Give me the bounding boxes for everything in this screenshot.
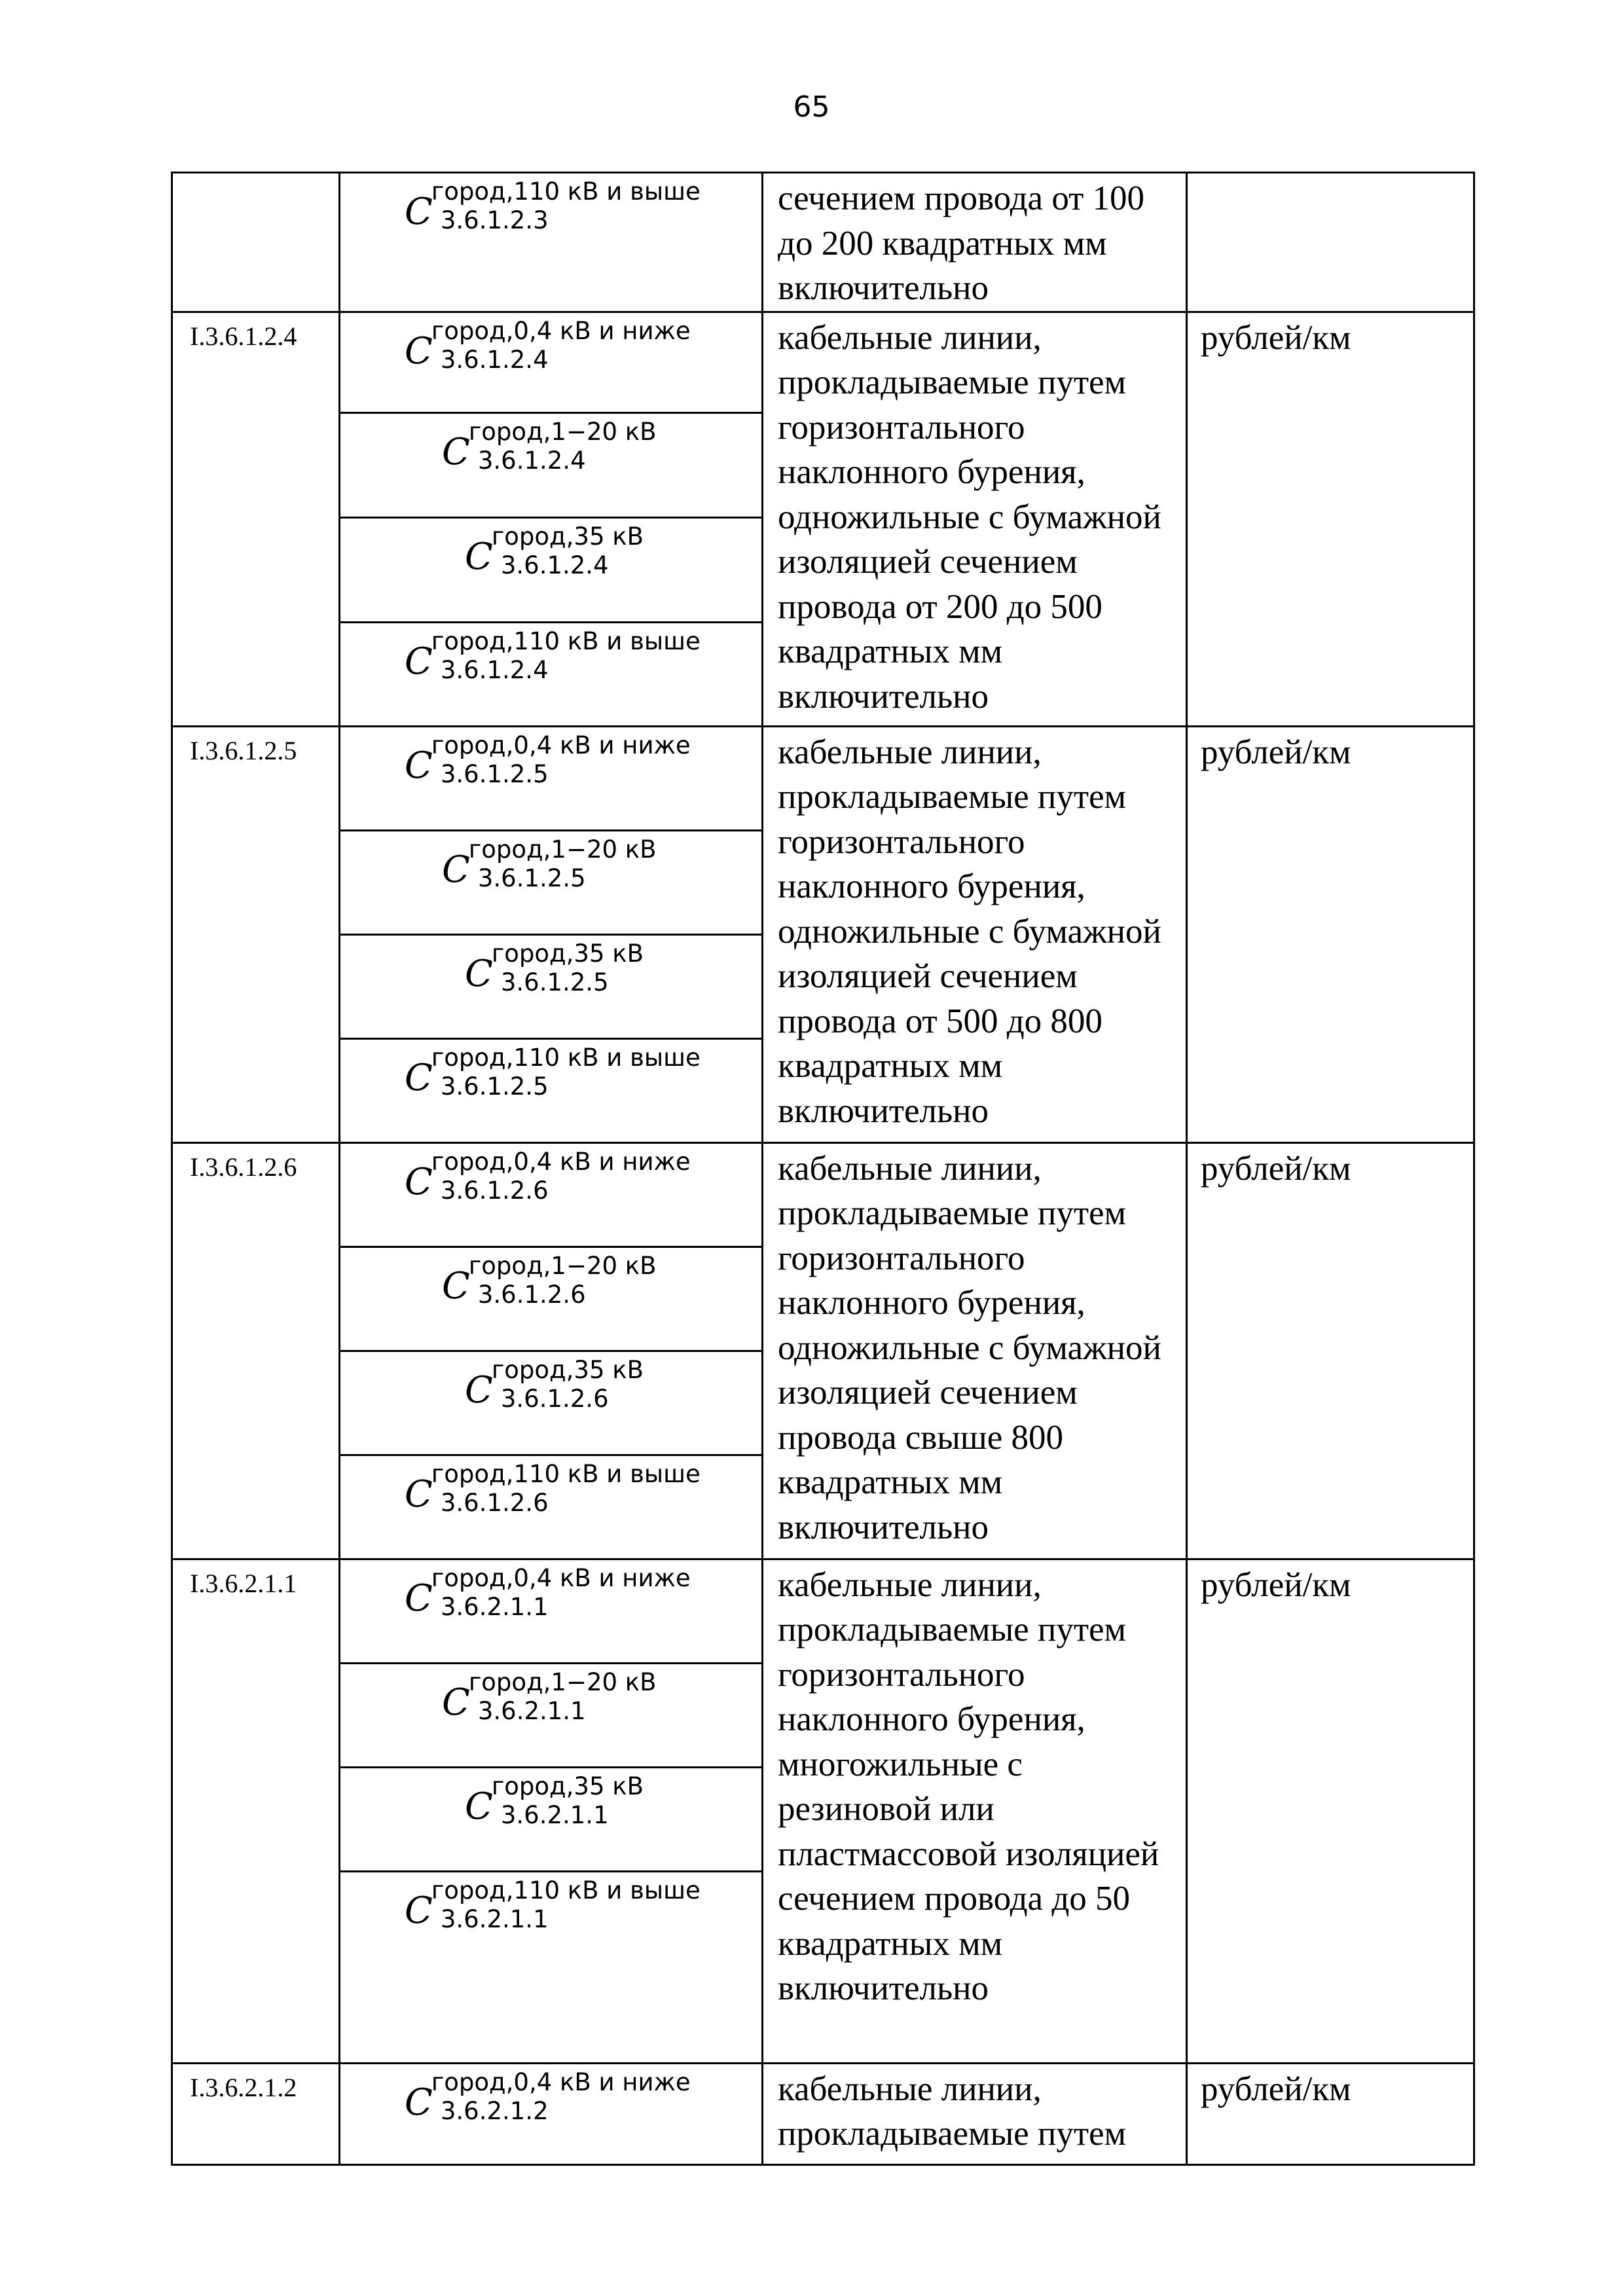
- rate-symbol: [405, 177, 701, 235]
- symbol-subscript: 3.6.1.2.5: [477, 864, 586, 892]
- symbol-base: C: [405, 1160, 433, 1203]
- symbol-base: C: [442, 430, 470, 473]
- symbol-superscript: город,1−20 кВ: [468, 1251, 657, 1280]
- code-cell: I.3.6.1.2.5: [172, 726, 340, 1142]
- symbol-subscript: 3.6.2.1.1: [500, 1800, 609, 1829]
- symbol-superscript: город,110 кВ и выше: [431, 177, 701, 206]
- symbol-subscript: 3.6.1.2.5: [500, 968, 609, 996]
- symbol-base: C: [465, 952, 493, 995]
- symbol-superscript: город,35 кВ: [491, 522, 644, 551]
- rate-symbol: [405, 731, 691, 789]
- unit-cell: рублей/км: [1187, 1559, 1474, 2063]
- code-cell: I.3.6.1.2.6: [172, 1142, 340, 1559]
- rate-symbol-cell: [340, 934, 763, 1038]
- rate-symbol: [442, 1668, 657, 1726]
- symbol-superscript: город,35 кВ: [491, 1772, 644, 1800]
- symbol-superscript: город,0,4 кВ и ниже: [431, 731, 691, 759]
- symbol-superscript: город,110 кВ и выше: [431, 1043, 701, 1072]
- tariff-table: [171, 172, 1475, 2166]
- unit-cell: рублей/км: [1187, 1142, 1474, 1559]
- symbol-superscript: город,1−20 кВ: [468, 1667, 657, 1696]
- symbol-subscript: 3.6.1.2.3: [440, 206, 549, 234]
- rate-symbol-cell: [340, 1663, 763, 1767]
- symbol-subscript: 3.6.2.1.1: [440, 1592, 549, 1621]
- symbol-superscript: город,0,4 кВ и ниже: [431, 1563, 691, 1592]
- rate-symbol-cell: [340, 726, 763, 830]
- description-cell: кабельные линии, прокладываемые путем горизонтального наклонного бурения, многожильные с резиновой или пластмассовой изоляцией сечением провода до 50 квадратных мм включительно: [763, 1559, 1187, 2063]
- table-row-continued: [172, 173, 1474, 312]
- symbol-subscript: 3.6.1.2.6: [500, 1384, 609, 1413]
- rate-symbol-cell: [340, 1559, 763, 1663]
- rate-symbol: [465, 522, 644, 580]
- symbol-superscript: город,0,4 кВ и ниже: [431, 2068, 691, 2096]
- symbol-subscript: 3.6.2.1.1: [477, 1696, 586, 1725]
- unit-cell: рублей/км: [1187, 312, 1474, 726]
- rate-symbol: [405, 1148, 691, 1205]
- symbol-base: C: [465, 535, 493, 578]
- description-cell: кабельные линии, прокладываемые путем горизонтального наклонного бурения, одножильные с бумажной изоляцией сечением провода от 200 до 500 квадратных мм включительно: [763, 312, 1187, 726]
- rate-symbol: [465, 939, 644, 997]
- rate-symbol-cell: [340, 830, 763, 934]
- unit-cell: рублей/км: [1187, 726, 1474, 1142]
- unit-cell: рублей/км: [1187, 2063, 1474, 2164]
- symbol-base: C: [405, 1056, 433, 1099]
- rate-symbol-cell: [340, 312, 763, 412]
- symbol-base: C: [442, 1264, 470, 1307]
- symbol-base: C: [405, 1889, 433, 1932]
- page-number: 65: [793, 90, 830, 124]
- table-row: [172, 726, 1474, 830]
- symbol-superscript: город,0,4 кВ и ниже: [431, 316, 691, 345]
- symbol-base: C: [405, 2081, 433, 2124]
- symbol-subscript: 3.6.1.2.6: [477, 1280, 586, 1309]
- symbol-subscript: 3.6.1.2.6: [440, 1176, 549, 1205]
- table-row: [172, 312, 1474, 412]
- symbol-base: C: [405, 1576, 433, 1620]
- description-cell: кабельные линии, прокладываемые путем горизонтального наклонного бурения, одножильные с бумажной изоляцией сечением провода от 500 до 800 квадратных мм включительно: [763, 726, 1187, 1142]
- rate-symbol: [405, 627, 701, 685]
- rate-symbol: [465, 1356, 644, 1413]
- symbol-subscript: 3.6.2.1.1: [440, 1904, 549, 1933]
- symbol-base: C: [465, 1368, 493, 1412]
- code-cell: I.3.6.2.1.1: [172, 1559, 340, 2063]
- rate-symbol-cell: [340, 1142, 763, 1247]
- rate-symbol: [405, 1044, 701, 1101]
- unit-cell: [1187, 173, 1474, 312]
- symbol-base: C: [405, 640, 433, 683]
- symbol-subscript: 3.6.1.2.5: [440, 759, 549, 788]
- symbol-superscript: город,1−20 кВ: [468, 835, 657, 864]
- symbol-base: C: [405, 191, 433, 233]
- rate-symbol-cell: [340, 173, 763, 312]
- symbol-base: C: [405, 329, 433, 373]
- symbol-subscript: 3.6.1.2.4: [477, 446, 586, 475]
- symbol-base: C: [442, 848, 470, 891]
- symbol-superscript: город,110 кВ и выше: [431, 627, 701, 655]
- table-row: [172, 2063, 1474, 2164]
- symbol-base: C: [405, 1472, 433, 1516]
- symbol-base: C: [465, 1785, 493, 1828]
- rate-symbol-cell: [340, 622, 763, 726]
- code-cell: I.3.6.1.2.4: [172, 312, 340, 726]
- description-cell: сечением провода от 100 до 200 квадратных мм включительно: [763, 173, 1187, 312]
- description-cell: кабельные линии, прокладываемые путем горизонтального наклонного бурения, одножильные с бумажной изоляцией сечением провода свыше 800 квадратных мм включительно: [763, 1142, 1187, 1559]
- symbol-subscript: 3.6.1.2.6: [440, 1488, 549, 1517]
- table-row: [172, 1559, 1474, 1663]
- symbol-superscript: город,110 кВ и выше: [431, 1459, 701, 1488]
- code-cell: I.3.6.2.1.2: [172, 2063, 340, 2164]
- symbol-base: C: [442, 1681, 470, 1724]
- rate-symbol-cell: [340, 1247, 763, 1351]
- rate-symbol-cell: [340, 2063, 763, 2164]
- rate-symbol-cell: [340, 517, 763, 622]
- rate-symbol: [405, 1876, 701, 1934]
- rate-symbol: [442, 835, 657, 893]
- rate-symbol: [465, 1772, 644, 1830]
- symbol-superscript: город,1−20 кВ: [468, 417, 657, 446]
- symbol-subscript: 3.6.1.2.5: [440, 1072, 549, 1101]
- rate-symbol: [405, 1460, 701, 1518]
- symbol-base: C: [405, 744, 433, 787]
- rate-symbol: [405, 1564, 691, 1622]
- symbol-subscript: 3.6.2.1.2: [440, 2096, 549, 2125]
- symbol-superscript: город,110 кВ и выше: [431, 1876, 701, 1904]
- description-cell: кабельные линии, прокладываемые путем: [763, 2063, 1187, 2164]
- rate-symbol-cell: [340, 1871, 763, 2063]
- symbol-superscript: город,35 кВ: [491, 1355, 644, 1384]
- rate-symbol: [405, 2068, 691, 2126]
- symbol-superscript: город,35 кВ: [491, 939, 644, 968]
- rate-symbol-cell: [340, 1351, 763, 1455]
- rate-symbol: [442, 418, 657, 475]
- code-cell: [172, 173, 340, 312]
- symbol-subscript: 3.6.1.2.4: [500, 551, 609, 579]
- table-row: [172, 1142, 1474, 1247]
- symbol-subscript: 3.6.1.2.4: [440, 345, 549, 374]
- rate-symbol-cell: [340, 1038, 763, 1142]
- rate-symbol-cell: [340, 412, 763, 517]
- rate-symbol-cell: [340, 1767, 763, 1871]
- rate-symbol-cell: [340, 1455, 763, 1559]
- symbol-superscript: город,0,4 кВ и ниже: [431, 1147, 691, 1176]
- rate-symbol: [405, 317, 691, 374]
- rate-symbol: [442, 1252, 657, 1309]
- symbol-subscript: 3.6.1.2.4: [440, 655, 549, 684]
